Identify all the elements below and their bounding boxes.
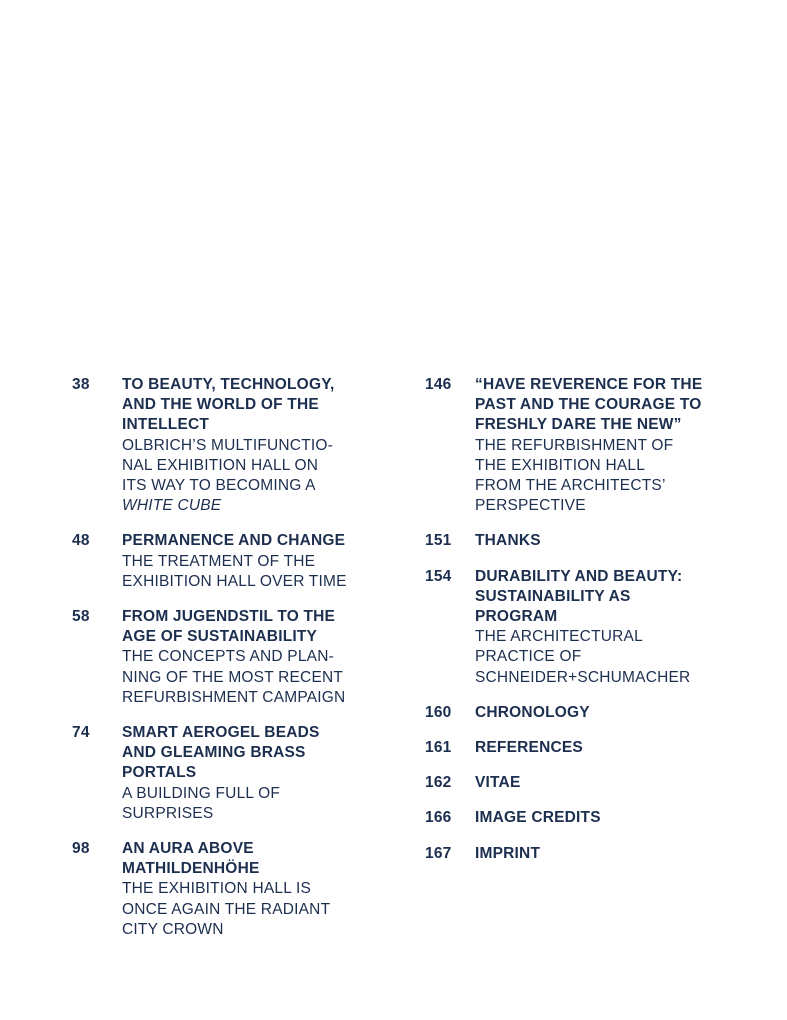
toc-entry-title: CHRONOLOGY [475, 703, 590, 721]
toc-entry[interactable] [425, 844, 755, 864]
toc-page-number: 98 [72, 840, 90, 858]
toc-page-number: 58 [72, 608, 90, 626]
toc-left-column [72, 375, 392, 955]
toc-entry-title: IMAGE CREDITS [475, 809, 601, 827]
toc-page-number: 146 [425, 376, 452, 393]
toc-entry[interactable] [425, 567, 755, 688]
toc-entry-title: THANKS [475, 532, 541, 550]
toc-entry-title: PERMANENCE AND CHANGE [122, 532, 346, 550]
toc-page-number: 151 [425, 532, 452, 550]
toc-entry-subtitle: THE TREATMENT OF THE EXHIBITION HALL OVER TIME [122, 552, 347, 590]
toc-entry-subtitle: OLBRICH’S MULTIFUNCTIO- NAL EXHIBITION HALL ON ITS WAY TO BECOMING A WHITE CUBE [122, 436, 333, 515]
toc-entry-title: TO BEAUTY, TECHNOLOGY, AND THE WORLD OF THE INTELLECT [122, 376, 335, 434]
toc-entry[interactable] [72, 531, 392, 592]
toc-entry[interactable] [425, 531, 755, 551]
toc-entry-subtitle: THE CONCEPTS AND PLAN- NING OF THE MOST RECENT REFURBISHMENT CAMPAIGN [122, 648, 346, 706]
toc-entry-subtitle: THE REFURBISHMENT OF THE EXHIBITION HALL FROM THE ARCHITECTS’ PERSPECTIVE [475, 436, 674, 515]
toc-entry[interactable] [425, 808, 755, 828]
toc-entry-title: SMART AEROGEL BEADS AND GLEAMING BRASS PORTALS [122, 724, 320, 782]
toc-entry-subtitle: A BUILDING FULL OF SURPRISES [122, 784, 281, 822]
toc-entry-subtitle: THE ARCHITECTURAL PRACTICE OF SCHNEIDER+SCHUMACHER [475, 628, 691, 686]
toc-page-number: 166 [425, 809, 452, 827]
toc-page-number: 161 [425, 739, 452, 757]
toc-entry-title: “HAVE REVERENCE FOR THE PAST AND THE COURAGE TO FRESHLY DARE THE NEW” [475, 376, 703, 434]
toc-entry[interactable] [425, 703, 755, 723]
toc-entry-title: AN AURA ABOVE MATHILDENHÖHE [122, 840, 260, 878]
toc-entry[interactable] [425, 375, 755, 516]
toc-entry[interactable] [72, 375, 392, 516]
toc-entry-title: REFERENCES [475, 739, 583, 757]
toc-page-number: 160 [425, 703, 452, 721]
toc-page-number: 162 [425, 774, 452, 792]
toc-page-number: 48 [72, 532, 90, 550]
toc-page-number: 154 [425, 567, 452, 585]
toc-entry-title: IMPRINT [475, 844, 541, 862]
toc-entry-title: FROM JUGENDSTIL TO THE AGE OF SUSTAINABILITY [122, 608, 336, 646]
toc-page-number: 38 [72, 376, 90, 393]
toc-entry-title: DURABILITY AND BEAUTY: SUSTAINABILITY AS PROGRAM [475, 567, 683, 626]
toc-page-number: 167 [425, 844, 452, 862]
toc-entry[interactable] [425, 773, 755, 793]
toc-entry-subtitle: THE EXHIBITION HALL IS ONCE AGAIN THE RADIANT CITY CROWN [122, 880, 331, 938]
toc-entry[interactable] [72, 839, 392, 940]
toc-right-column [425, 375, 755, 879]
toc-entry[interactable] [72, 723, 392, 824]
toc-entry[interactable] [425, 738, 755, 758]
toc-entry[interactable] [72, 607, 392, 708]
toc-page-number: 74 [72, 724, 90, 742]
toc-entry-title: VITAE [475, 774, 521, 792]
